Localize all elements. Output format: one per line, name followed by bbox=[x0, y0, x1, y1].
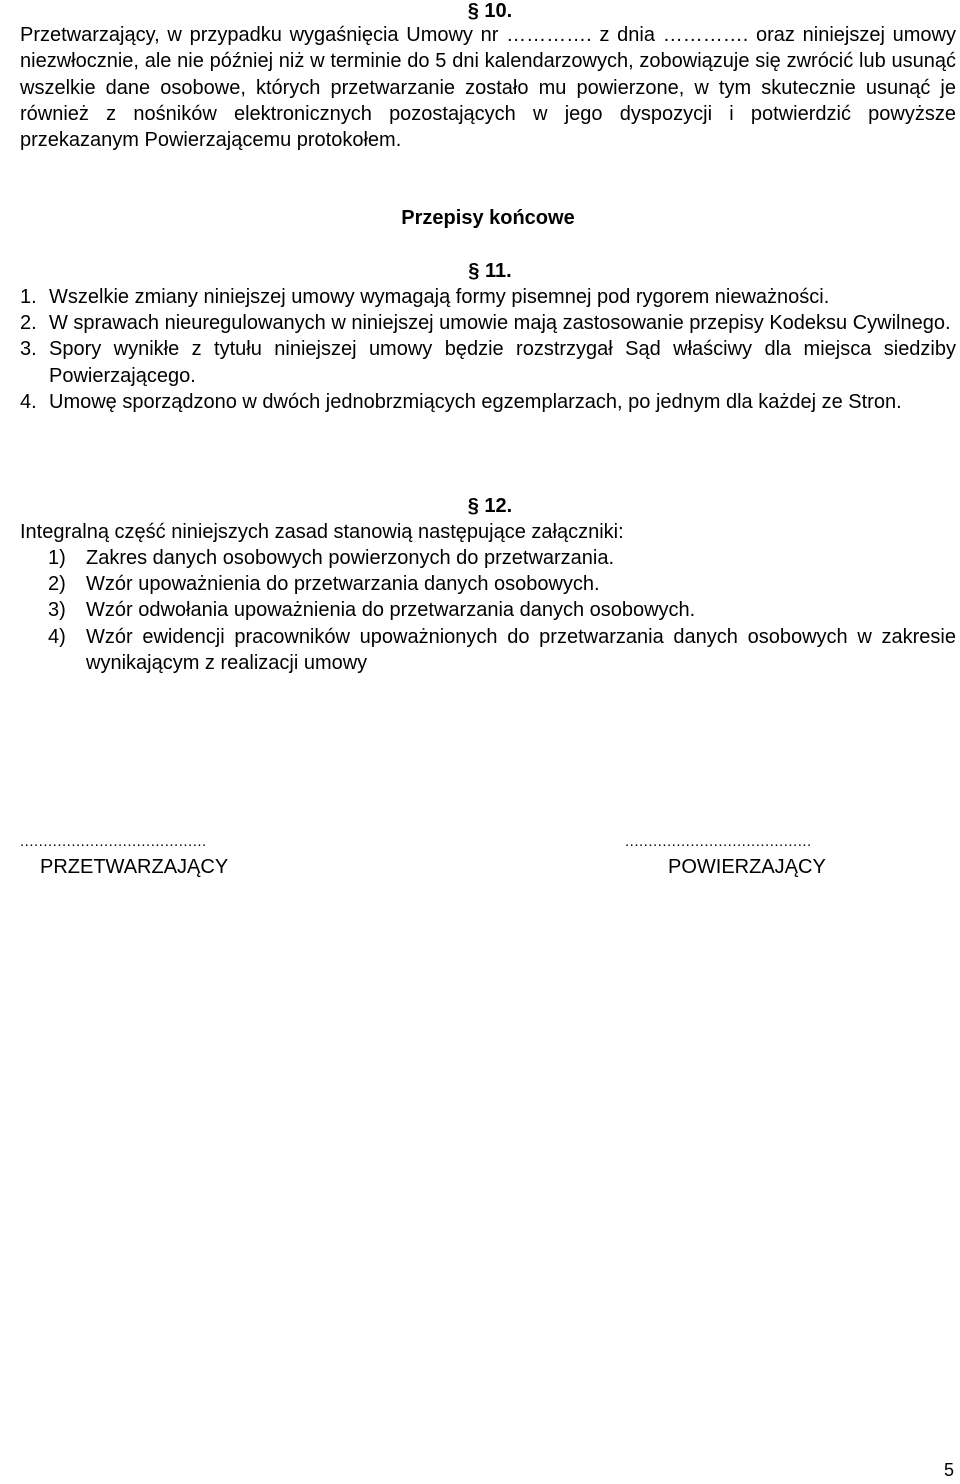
list-item: 4. Umowę sporządzono w dwóch jednobrzmiących egzemplarzach, po jednym dla każdej ze Stron. bbox=[20, 390, 902, 413]
signature-line-left: ........................................ bbox=[20, 833, 207, 850]
section-12-heading: § 12. bbox=[467, 495, 513, 517]
signature-line-right: ........................................ bbox=[625, 833, 812, 850]
annex-list bbox=[48, 545, 956, 676]
section-10-heading: § 10. bbox=[467, 0, 513, 22]
section-11-list bbox=[20, 284, 956, 415]
list-item: 2. W sprawach nieuregulowanych w niniejszej umowie mają zastosowanie przepisy Kodeksu Cywilnego. bbox=[20, 312, 951, 335]
annex-item: 3) Wzór odwołania upoważnienia do przetwarzania danych osobowych. bbox=[48, 599, 696, 622]
section-11-heading: § 11. bbox=[468, 260, 512, 282]
annex-item: 1) Zakres danych osobowych powierzonych do przetwarzania. bbox=[48, 547, 615, 569]
section-12-intro: Integralną część niniejszych zasad stanowią następujące załączniki: bbox=[20, 521, 624, 543]
annex-item: 4) Wzór ewidencji pracowników upoważnionych do przetwarzania danych osobowych w zakresie wynikającym z realizacji umowy bbox=[48, 625, 956, 674]
annex-item: 2) Wzór upoważnienia do przetwarzania danych osobowych. bbox=[48, 573, 600, 596]
section-10-paragraph: Przetwarzający, w przypadku wygaśnięcia Umowy nr …………. z dnia …………. oraz niniejszej umowy niezwłocznie, ale nie później niż w terminie do 5 dni kalendarzowych, zobowiązuje się zwrócić lub usunąć wszelkie dane osobowe, których przetwarzanie zostało mu powierzone, w tym skutecznie usunąć je również z nośników elektronicznych pozostających w jego dyspozycji i potwierdzić powyższe przekazanym Powierzającemu protokołem. bbox=[20, 24, 956, 152]
signature-label-entrusting: POWIERZAJĄCY bbox=[668, 856, 826, 878]
list-item: 1. Wszelkie zmiany niniejszej umowy wymagają formy pisemnej pod rygorem nieważności. bbox=[20, 286, 830, 308]
final-provisions-title: Przepisy końcowe bbox=[401, 207, 575, 229]
signature-label-processor: PRZETWARZAJĄCY bbox=[40, 856, 229, 878]
page-number: 5 bbox=[943, 1460, 954, 1480]
list-item: 3. Spory wynikłe z tytułu niniejszej umowy będzie rozstrzygał Sąd właściwy dla miejsca siedziby Powierzającego. bbox=[20, 338, 956, 387]
